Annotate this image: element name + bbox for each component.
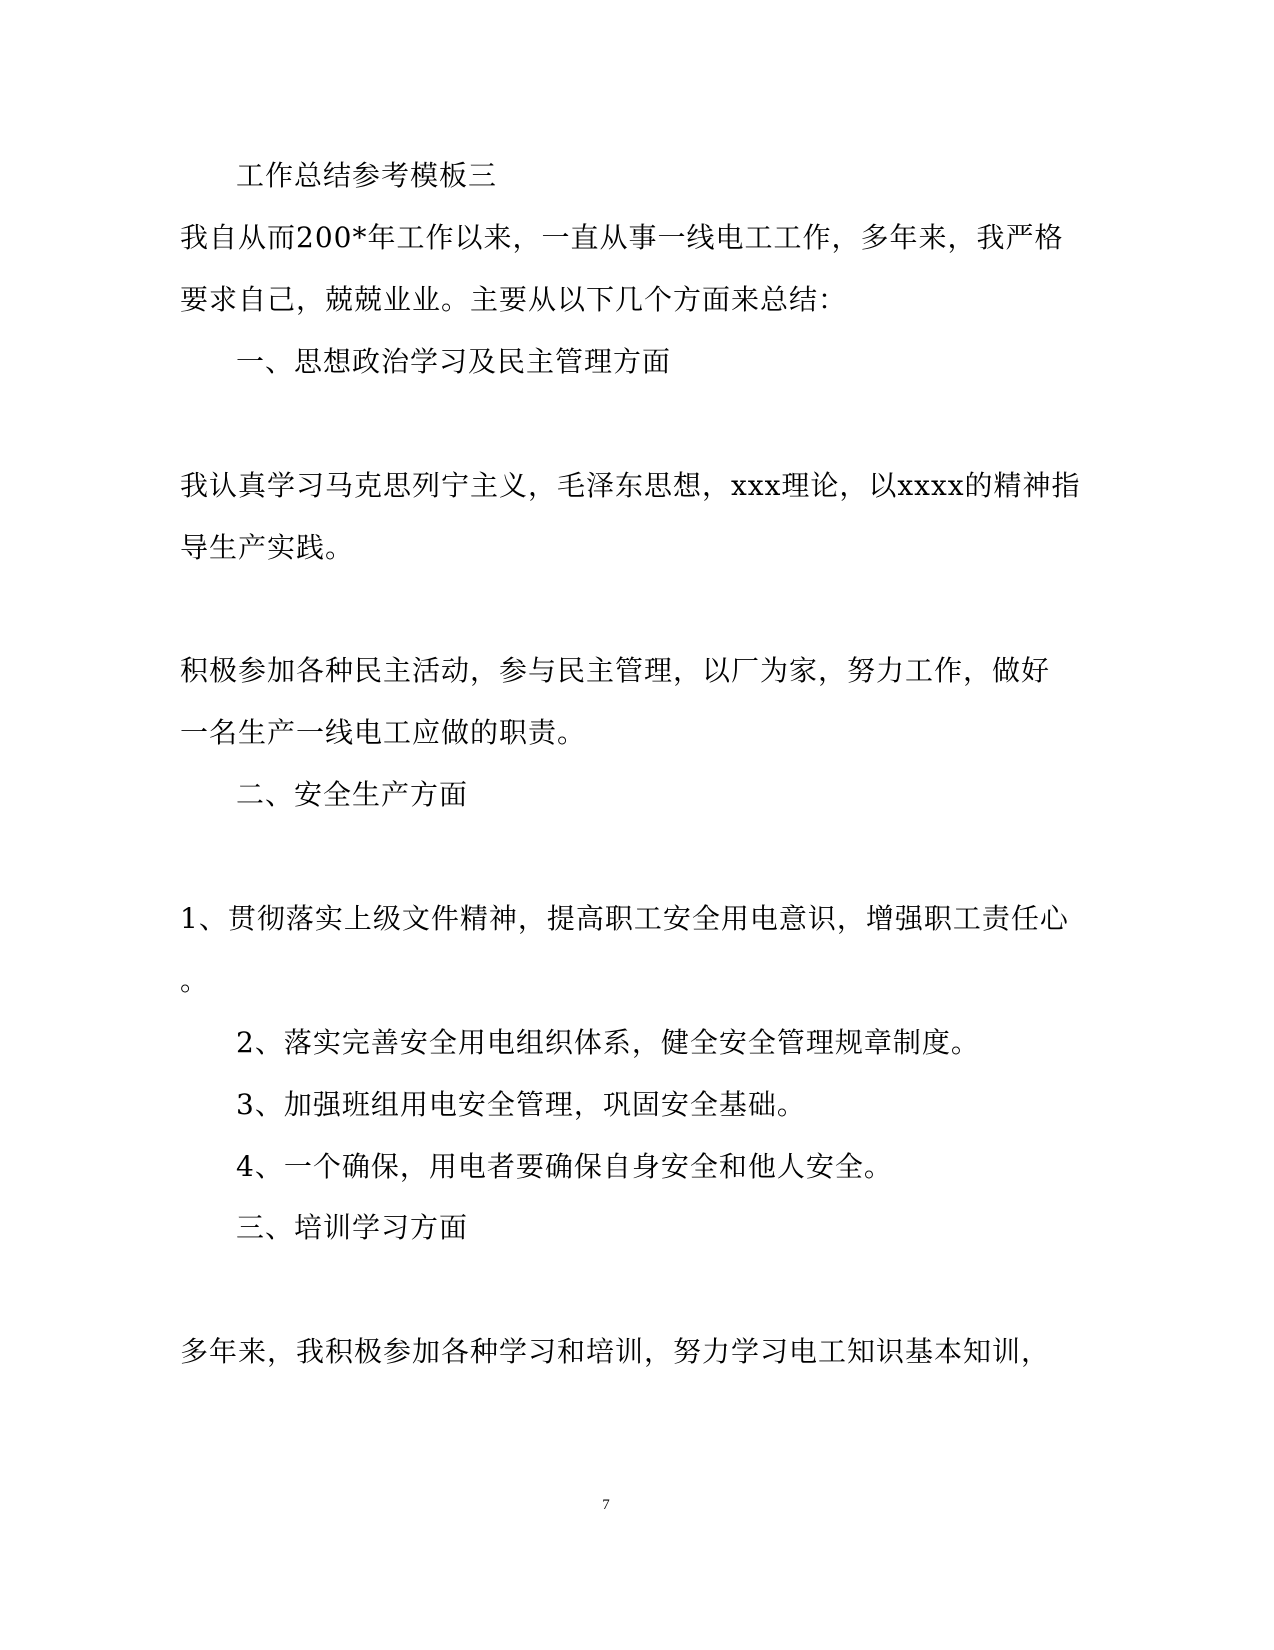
section-heading: 三、培训学习方面 xyxy=(236,1211,469,1244)
paragraph-line: 一名生产一线电工应做的职责。 xyxy=(180,716,587,749)
list-item: 2、落实完善安全用电组织体系，健全安全管理规章制度。 xyxy=(236,1026,980,1059)
paragraph-line: 要求自己，兢兢业业。主要从以下几个方面来总结： xyxy=(180,283,848,316)
paragraph-line: 多年来，我积极参加各种学习和培训，努力学习电工知识基本知训， xyxy=(180,1335,1051,1368)
list-item: 1、贯彻落实上级文件精神，提高职工安全用电意识，增强职工责任心 xyxy=(180,902,1069,935)
section-heading: 二、安全生产方面 xyxy=(236,778,469,811)
paragraph-line: 积极参加各种民主活动，参与民主管理，以厂为家，努力工作，做好 xyxy=(180,654,1051,687)
document-title: 工作总结参考模板三 xyxy=(236,159,498,192)
paragraph-line: 我认真学习马克思列宁主义，毛泽东思想，xxx理论，以xxxx的精神指 xyxy=(180,469,1081,502)
section-heading: 一、思想政治学习及民主管理方面 xyxy=(236,345,672,378)
paragraph-line: 我自从而200*年工作以来，一直从事一线电工工作，多年来，我严格 xyxy=(180,221,1064,254)
paragraph-line: 导生产实践。 xyxy=(180,531,355,564)
page-number: 7 xyxy=(602,1497,610,1513)
list-item: 4、一个确保，用电者要确保自身安全和他人安全。 xyxy=(236,1150,893,1183)
list-item: 3、加强班组用电安全管理，巩固安全基础。 xyxy=(236,1088,806,1121)
list-item-continuation: 。 xyxy=(180,964,210,997)
